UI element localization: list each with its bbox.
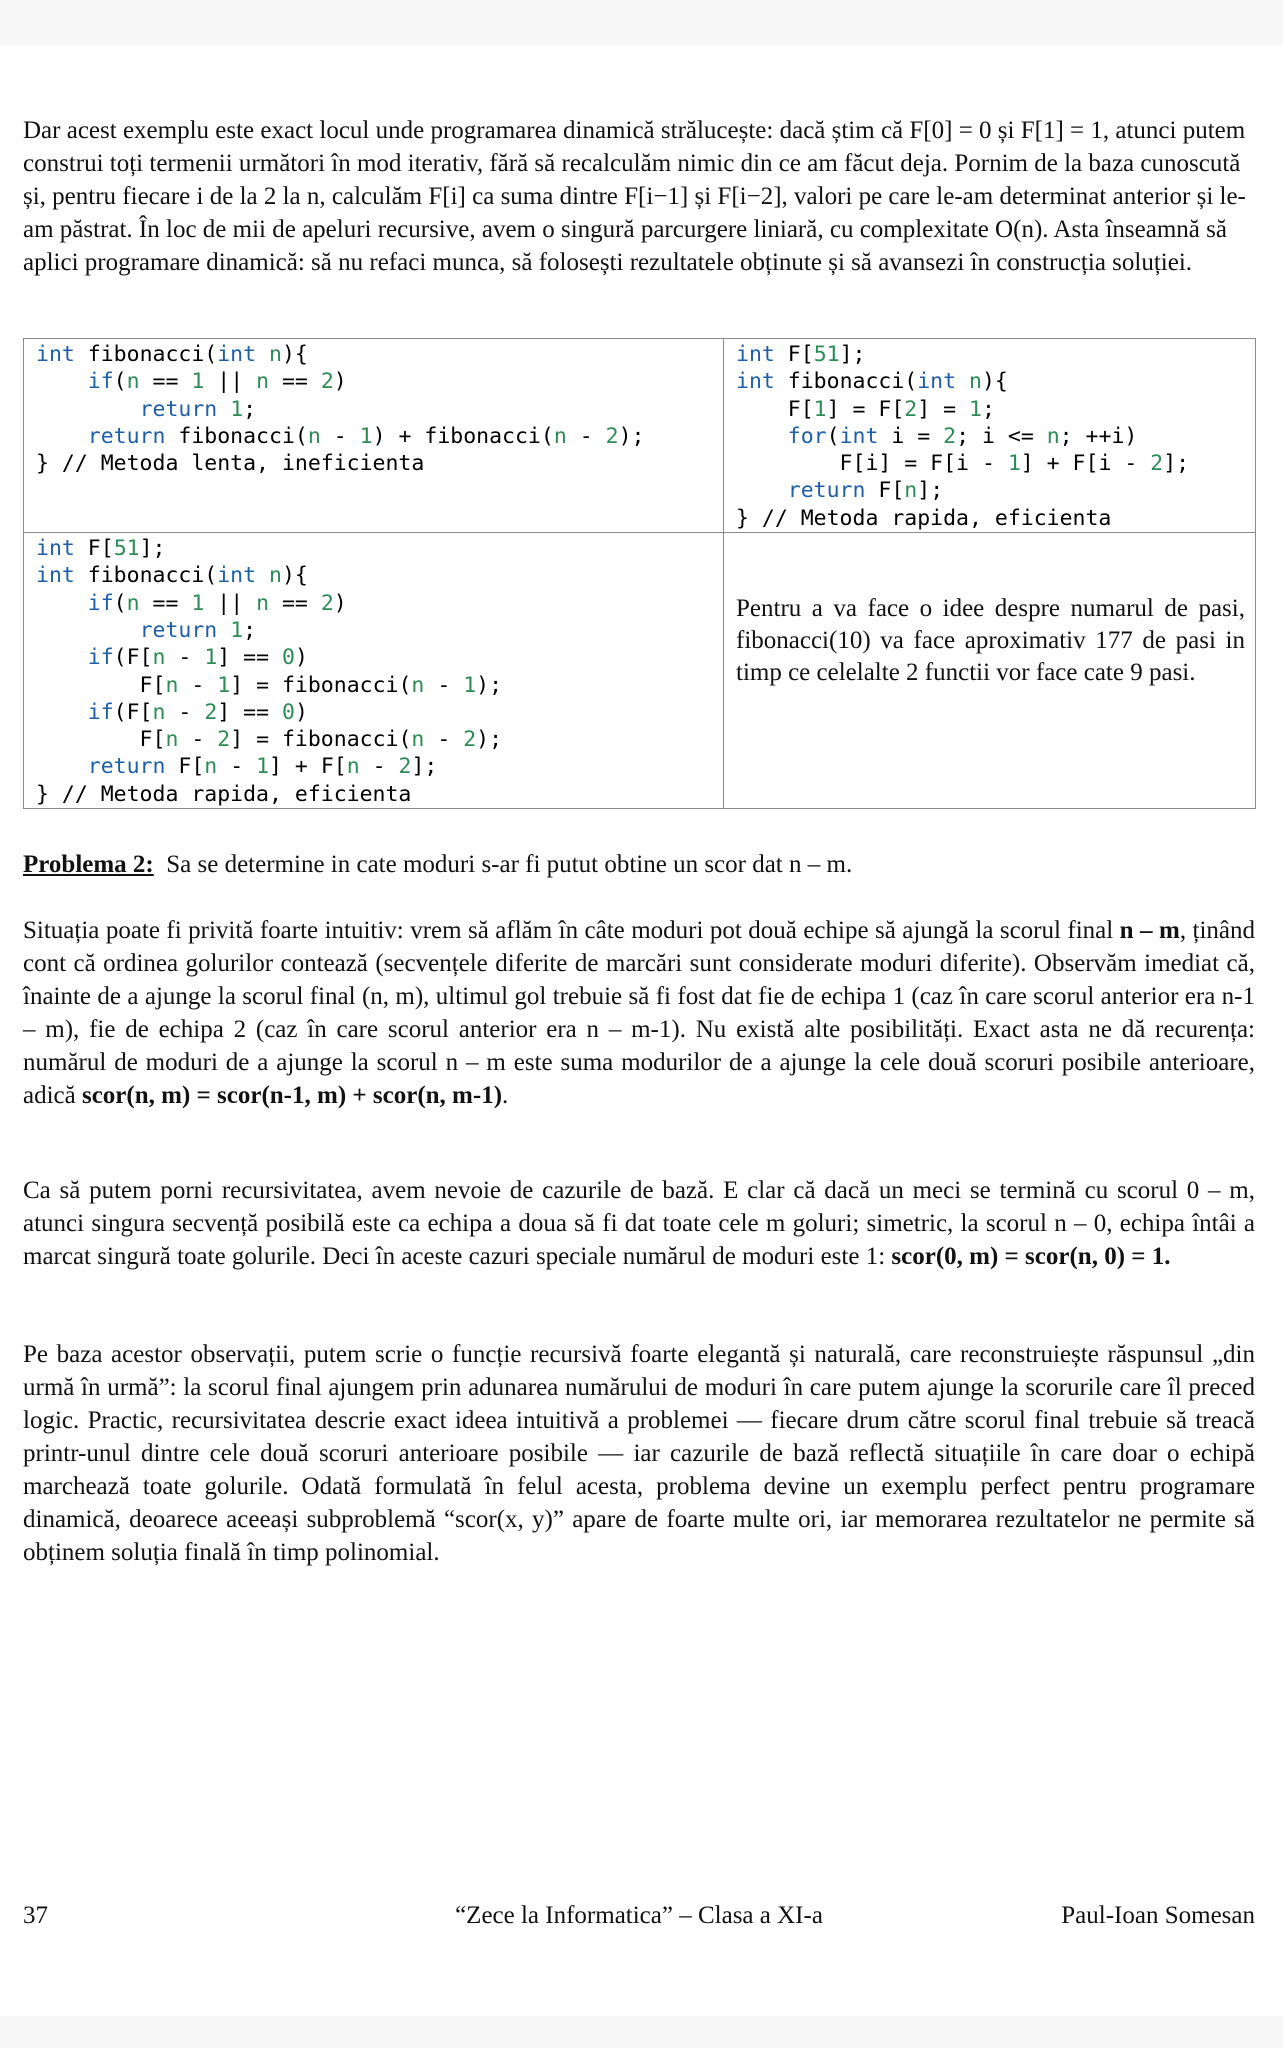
footer-author: Paul-Ioan Somesan <box>1061 1902 1255 1929</box>
paragraph-conclusion: Pe baza acestor observații, putem scrie o funcție recursivă foarte elegantă și naturală, care reconstruiește răspunsul „din urmă în urmă”: la scorul final ajungem prin adunarea numărului de moduri în care putem ajunge la scorurile care îl preced logic. Practic, recursivitatea descrie exact ideea intuitivă a problemei — fiecare drum către scorul final trebuie să treacă printr-unul dintre cele două scoruri anterioare posibile — iar cazurile de bază reflectă situațiile în care doar o echipă marchează toate golurile. Odată formulată în felul acesta, problema devine un exemplu perfect pentru programare dinamică, deoarece aceeași subproblemă “scor(x, y)” apare de foarte multe ori, iar memorarea rezultatelor ne permite să obținem soluția finală în timp polinomial. <box>23 1341 1255 1566</box>
footer-page-number: 37 <box>23 1902 48 1929</box>
recurrence-text-2: , ținând cont că ordinea golurilor contează (secvențele diferite de marcări sunt considerate moduri diferite). Observăm imediat că, înainte de a ajunge la scorul final (n, m), ultimul gol trebuie să fi fost dat fie de echipa 1 (caz în care scorul anterior era n-1 – m), fie de echipa 2 (caz în care scorul anterior era n – m-1). Nu există alte posibilități. Exact asta ne dă recurența: numărul de moduri de a ajunge la scorul n – m este suma modurilor de a ajunge la cele două scoruri posibile anterioare, adică <box>23 917 1255 1109</box>
code-cell-recursive <box>24 339 724 533</box>
code-comparison-table <box>23 338 1256 809</box>
page-footer <box>23 1902 1255 1938</box>
recurrence-text-1: Situația poate fi privită foarte intuitiv: vrem să aflăm în câte moduri pot două echipe să ajungă la scorul final <box>23 917 1120 944</box>
base-cases-formula: scor(0, m) = scor(n, 0) = 1. <box>891 1243 1171 1270</box>
base-cases-text: Ca să putem porni recursivitatea, avem nevoie de cazurile de bază. E clar că dacă un meci se termină cu scorul 0 – m, atunci singura secvență posibilă este ca echipa a doua să fi dat toate cele m goluri; simetric, la scorul n – 0, echipa întâi a marcat singură toate golurile. Deci în aceste cazuri speciale numărul de moduri este 1: <box>23 1177 1255 1270</box>
problem-label: Problema 2: <box>23 851 154 878</box>
code-iterative-fast: int F[51]; int fibonacci(int n){ F[1] = F[2] = 1; for(int i = 2; i <= n; ++i) F[i] = F[i - 1] + F[i - 2]; return F[n]; } // Metoda rapida, eficienta <box>736 342 1190 531</box>
problem-statement: Sa se determine in cate moduri s-ar fi putut obtine un scor dat n – m. <box>166 851 853 878</box>
document-page <box>0 46 1283 2016</box>
code-cell-iterative <box>724 339 1256 533</box>
recurrence-end: . <box>502 1082 509 1109</box>
code-recursive-slow: int fibonacci(int n){ if(n == 1 || n == 2) return 1; return fibonacci(n - 1) + fibonacci(n - 2); } // Metoda lenta, ineficienta <box>36 342 645 477</box>
recurrence-formula: scor(n, m) = scor(n-1, m) + scor(n, m-1) <box>81 1082 503 1109</box>
paragraph-base-cases <box>23 1174 1255 1273</box>
code-memoized-fast: int F[51]; int fibonacci(int n){ if(n == 1 || n == 2) return 1; if(F[n - 1] == 0) F[n - 1] = fibonacci(n - 1); if(F[n - 2] == 0) F[n - 2] = fibonacci(n - 2); return F[n - 1] + F[n - 2]; } // Metoda rapida, eficienta <box>36 536 503 807</box>
score-bold: n – m <box>1119 917 1180 944</box>
paragraph-recurrence <box>23 914 1255 1112</box>
steps-note: Pentru a va face o idee despre numarul de pasi, fibonacci(10) va face aproximativ 177 de pasi in timp ce celelalte 2 functii vor face cate 9 pasi. <box>736 595 1245 687</box>
code-cell-memoized <box>24 533 724 809</box>
footer-book-title: “Zece la Informatica” – Clasa a XI-a <box>455 1902 823 1929</box>
problem-heading <box>23 848 1255 881</box>
intro-paragraph: Dar acest exemplu este exact locul unde programarea dinamică strălucește: dacă știm că F[0] = 0 și F[1] = 1, atunci putem construi toți termenii următori în mod iterativ, fără să recalculăm nimic din ce am făcut deja. Pornim de la baza cunoscută și, pentru fiecare i de la 2 la n, calculăm F[i] ca suma dintre F[i−1] și F[i−2], valori pe care le-am determinat anterior și le-am păstrat. În loc de mii de apeluri recursive, avem o singură parcurgere liniară, cu complexitate O(n). Asta înseamnă să aplici programare dinamică: să nu refaci munca, să folosești rezultatele obținute și să avansezi în construcția soluției. <box>23 117 1246 276</box>
note-cell <box>724 533 1256 809</box>
